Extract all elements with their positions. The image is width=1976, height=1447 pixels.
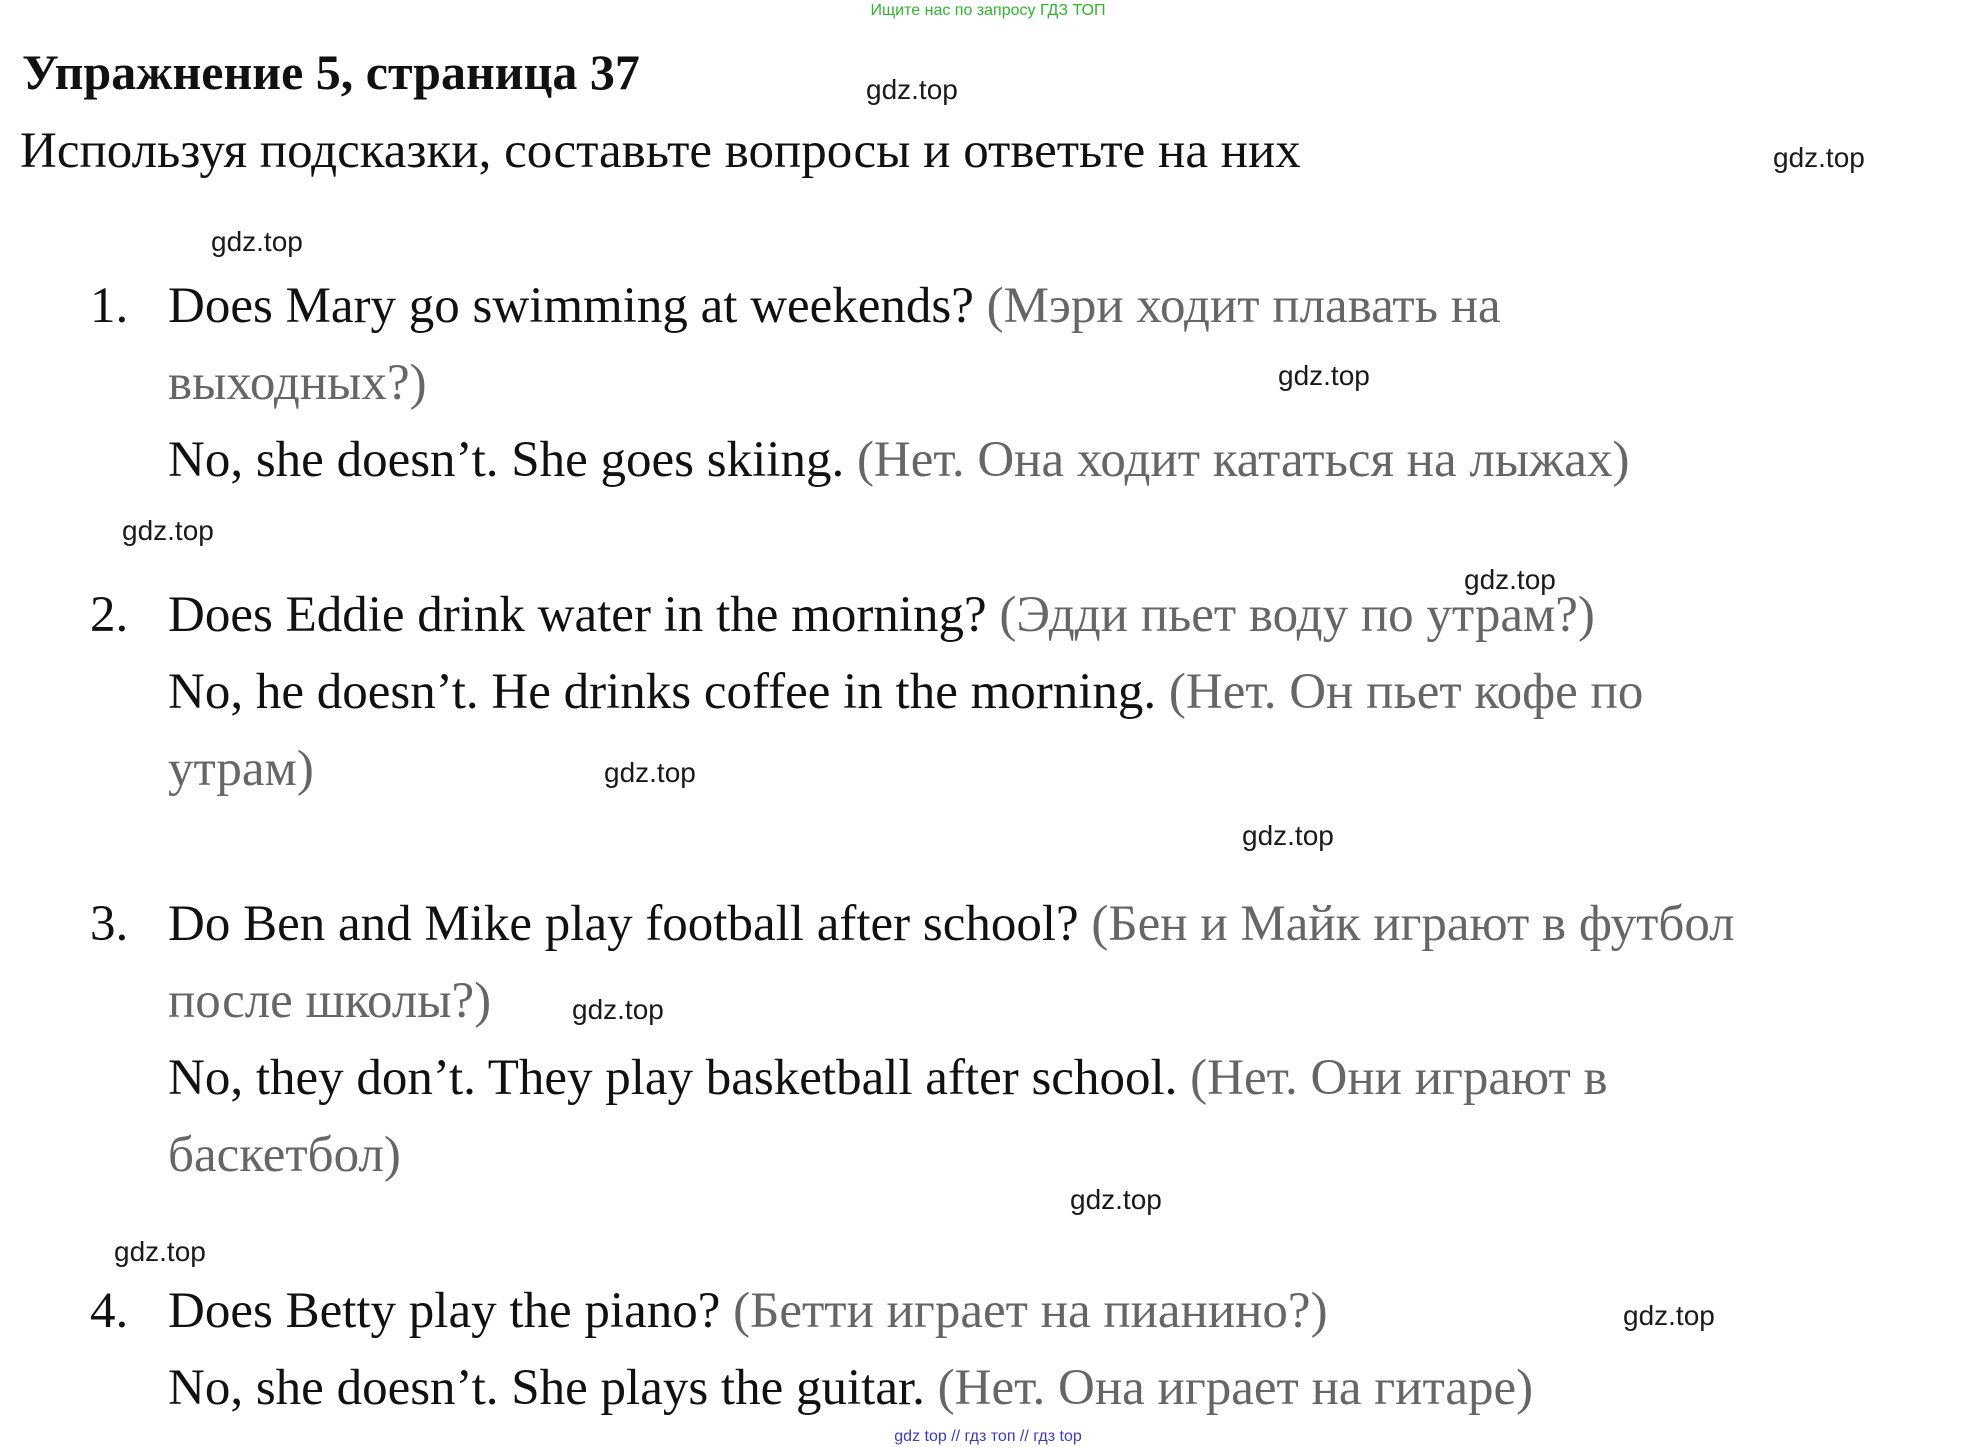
russian-translation: (Эдди пьет воду по утрам?) xyxy=(999,587,1595,643)
watermark: gdz.top xyxy=(1773,142,1865,173)
watermark: gdz.top xyxy=(1278,360,1370,391)
item-line xyxy=(168,345,427,422)
russian-translation: после школы?) xyxy=(168,973,492,1029)
russian-translation: (Нет. Он пьет кофе по xyxy=(1168,664,1644,720)
english-text: Do Ben and Mike play football after school? xyxy=(168,896,1092,952)
item-line xyxy=(168,654,1643,731)
item-line xyxy=(168,422,1629,499)
watermark: gdz.top xyxy=(1070,1184,1162,1215)
english-text: No, she doesn’t. She goes skiing. xyxy=(168,432,857,488)
watermark: gdz.top xyxy=(122,515,214,546)
english-text: No, they don’t. They play basketball after school. xyxy=(168,1050,1191,1106)
english-text: Does Eddie drink water in the morning? xyxy=(168,587,1000,643)
russian-translation: утрам) xyxy=(168,741,314,797)
item-line xyxy=(168,963,491,1040)
watermark: gdz.top xyxy=(604,757,696,788)
bottom-banner: gdz top // гдз топ // гдз top xyxy=(894,1428,1082,1445)
russian-translation: выходных?) xyxy=(168,355,427,411)
russian-translation: (Бен и Майк играют в футбол xyxy=(1091,896,1735,952)
russian-translation: (Нет. Она ходит кататься на лыжах) xyxy=(856,432,1630,488)
item-number: 2. xyxy=(90,587,129,643)
english-text: Does Betty play the piano? xyxy=(168,1283,734,1339)
item-line xyxy=(168,1273,1328,1350)
watermark: gdz.top xyxy=(114,1236,206,1267)
item-line xyxy=(168,731,314,808)
watermark: gdz.top xyxy=(1242,820,1334,851)
english-text: No, she doesn’t. She plays the guitar. xyxy=(168,1360,938,1416)
russian-translation: (Нет. Она играет на гитаре) xyxy=(937,1360,1534,1416)
english-text: No, he doesn’t. He drinks coffee in the morning. xyxy=(168,664,1169,720)
watermark: gdz.top xyxy=(1464,564,1556,595)
item-number: 1. xyxy=(90,278,129,334)
page-title: Упражнение 5, страница 37 xyxy=(22,44,640,100)
item-line xyxy=(168,268,1501,345)
english-text: Does Mary go swimming at weekends? xyxy=(168,278,987,334)
watermark: gdz.top xyxy=(1623,1300,1715,1331)
page-subtitle: Используя подсказки, составьте вопросы и ответьте на них xyxy=(20,123,1301,179)
russian-translation: (Нет. Они играют в xyxy=(1190,1050,1608,1106)
russian-translation: (Бетти играет на пианино?) xyxy=(733,1283,1328,1339)
watermark: gdz.top xyxy=(572,994,664,1025)
russian-translation: (Мэри ходит плавать на xyxy=(986,278,1501,334)
item-line xyxy=(168,886,1735,963)
item-number: 3. xyxy=(90,896,129,952)
watermark: gdz.top xyxy=(866,74,958,105)
item-line xyxy=(168,1040,1608,1117)
item-line xyxy=(168,577,1595,654)
russian-translation: баскетбол) xyxy=(168,1127,401,1183)
item-number: 4. xyxy=(90,1283,129,1339)
item-line xyxy=(168,1350,1533,1427)
top-banner: Ищите нас по запросу ГДЗ ТОП xyxy=(870,2,1106,19)
watermark: gdz.top xyxy=(211,226,303,257)
item-line xyxy=(168,1117,401,1194)
